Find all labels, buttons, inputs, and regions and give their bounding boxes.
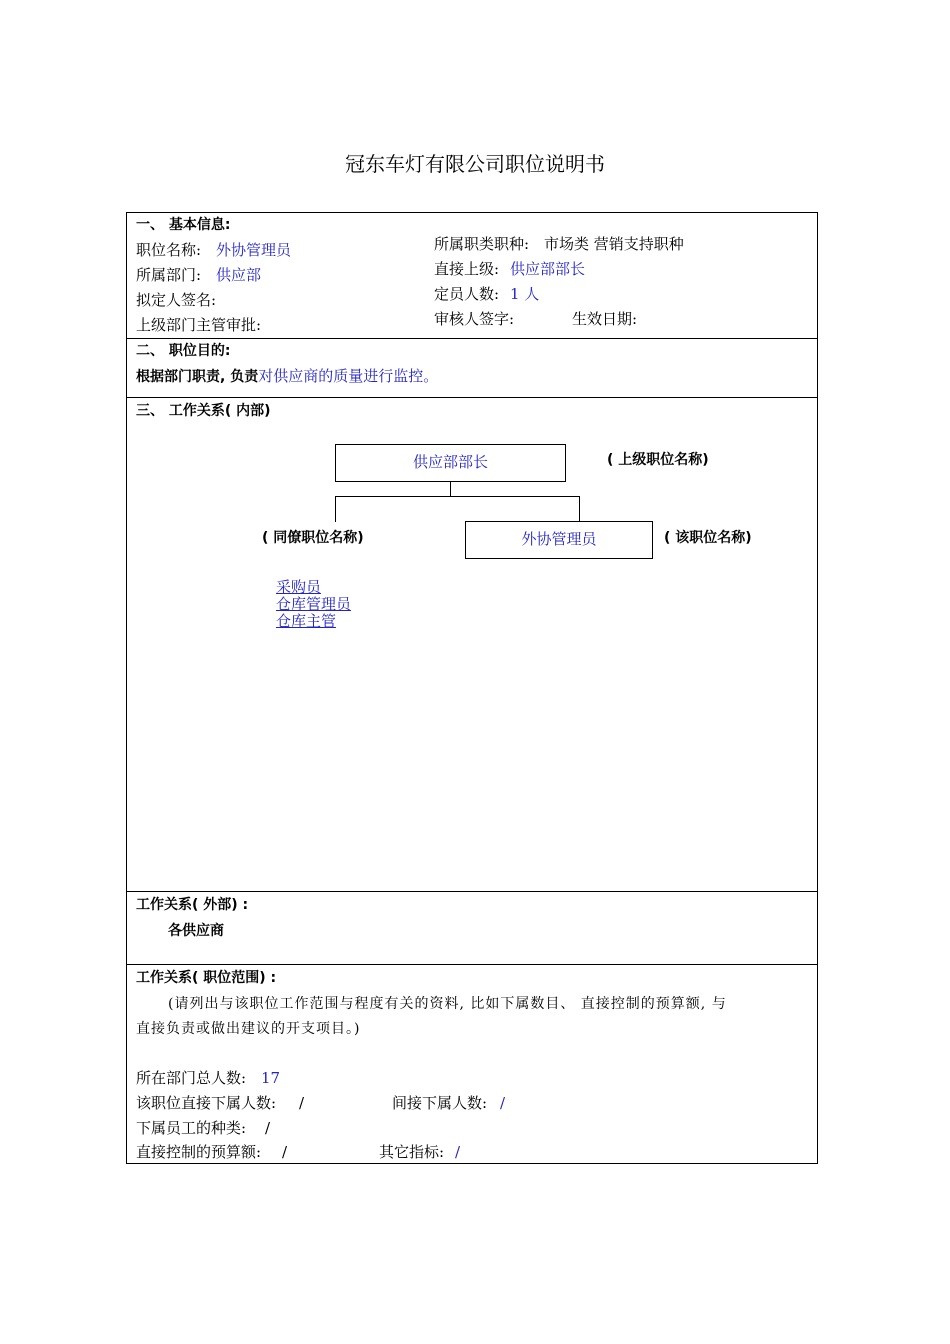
row-divider [126, 338, 818, 339]
peer-position-tag: ( 同僚职位名称) [262, 530, 364, 546]
row-divider [126, 964, 818, 965]
drafter-signature-label: 拟定人签名: [136, 291, 217, 309]
budget-label: 直接控制的预算额: [136, 1143, 262, 1161]
indirect-subordinates-value: / [500, 1094, 506, 1112]
row-divider [126, 891, 818, 892]
document-title: 冠东车灯有限公司职位说明书 [345, 152, 605, 176]
dept-total-value: 17 [261, 1069, 281, 1087]
position-name-label: 职位名称: [136, 241, 202, 259]
direct-subordinates-label: 该职位直接下属人数: [136, 1094, 277, 1112]
row-divider [126, 397, 818, 398]
direct-superior-label: 直接上级: [434, 260, 500, 278]
other-indicators-label: 其它指标: [379, 1143, 445, 1161]
budget-value: / [282, 1143, 288, 1161]
department-value: 供应部 [216, 266, 262, 284]
org-connector [450, 482, 451, 496]
purpose-text-bold: 根据部门职责, 负责 [136, 369, 259, 385]
current-position-tag: ( 该职位名称) [664, 530, 752, 546]
dept-total-label: 所在部门总人数: [136, 1069, 247, 1087]
purpose-heading: 二、 职位目的: [136, 343, 231, 359]
superior-position-tag: ( 上级职位名称) [607, 452, 709, 468]
superior-position-label: 供应部部长 [412, 453, 488, 471]
peer-link-purchaser[interactable]: 采购员 [276, 578, 322, 596]
peer-link-warehouse-supervisor[interactable]: 仓库主管 [276, 612, 337, 630]
scope-note-line1: (请列出与该职位工作范围与程度有关的资料, 比如下属数目、 直接控制的预算额, 与 [168, 996, 727, 1012]
external-relations-heading: 工作关系( 外部) : [136, 897, 249, 913]
scope-note-line2: 直接负责或做出建议的开支项目。) [136, 1021, 361, 1037]
reviewer-signature-label: 审核人签字: [434, 310, 515, 328]
purpose-text [136, 367, 438, 386]
position-name-value: 外协管理员 [216, 241, 292, 259]
direct-subordinates-value: / [299, 1094, 305, 1112]
subordinate-types-label: 下属员工的种类: [136, 1119, 247, 1137]
supervisor-approval-label: 上级部门主管审批: [136, 316, 262, 334]
current-position-box [465, 521, 653, 559]
org-connector [579, 496, 580, 522]
indirect-subordinates-label: 间接下属人数: [392, 1094, 488, 1112]
org-connector [335, 496, 580, 497]
subordinate-types-value: / [265, 1119, 271, 1137]
other-indicators-value: / [455, 1143, 461, 1161]
basic-info-heading: 一、 基本信息: [136, 217, 231, 233]
job-family-value: 市场类 营销支持职种 [544, 235, 684, 253]
effective-date-label: 生效日期: [572, 310, 638, 328]
scope-heading: 工作关系( 职位范围) : [136, 970, 277, 986]
headcount-label: 定员人数: [434, 285, 500, 303]
current-position-label: 外协管理员 [521, 530, 597, 548]
peer-link-warehouse-admin[interactable]: 仓库管理员 [276, 595, 352, 613]
external-relations-value: 各供应商 [168, 923, 224, 939]
org-connector [335, 496, 336, 522]
headcount-value: 1 人 [510, 285, 540, 303]
job-family-label: 所属职类职种: [434, 235, 530, 253]
purpose-text-value: 对供应商的质量进行监控。 [258, 367, 439, 385]
direct-superior-value: 供应部部长 [510, 260, 586, 278]
department-label: 所属部门: [136, 266, 202, 284]
superior-position-box [335, 444, 566, 482]
internal-relations-heading: 三、 工作关系( 内部) [136, 403, 271, 419]
